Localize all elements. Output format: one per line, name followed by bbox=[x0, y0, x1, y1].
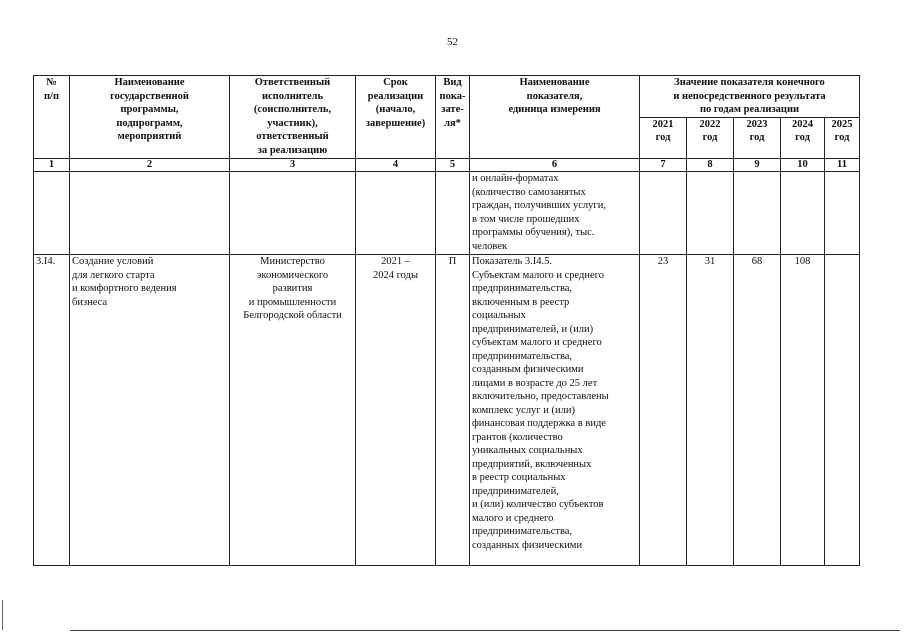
page-number: 52 bbox=[447, 36, 458, 48]
row-value-2022 bbox=[687, 172, 734, 255]
row-value-2023: 68 bbox=[734, 255, 781, 566]
row-program-name: Создание условий для легкого старта и комфортного ведения бизнеса bbox=[70, 255, 230, 566]
row-executor bbox=[230, 172, 356, 255]
header-indicator-name: Наименование показателя, единица измерения bbox=[470, 76, 640, 159]
row-value-2025 bbox=[825, 255, 860, 566]
row-value-2023 bbox=[734, 172, 781, 255]
column-number: 6 bbox=[470, 159, 640, 172]
header-term: Срок реализации (начало, завершение) bbox=[356, 76, 436, 159]
header-num: № п/п bbox=[34, 76, 70, 159]
indicator-table bbox=[33, 75, 860, 566]
row-term bbox=[356, 172, 436, 255]
row-num bbox=[34, 172, 70, 255]
bottom-rule bbox=[70, 630, 900, 631]
column-number: 3 bbox=[230, 159, 356, 172]
header-year-2025: 2025 год bbox=[825, 117, 860, 158]
header-row bbox=[34, 76, 860, 118]
row-indicator-type: П bbox=[436, 255, 470, 566]
header-year-2023: 2023 год bbox=[734, 117, 781, 158]
row-value-2024: 108 bbox=[781, 255, 825, 566]
column-number: 2 bbox=[70, 159, 230, 172]
header-values-group: Значение показателя конечного и непосредственного результата по годам реализации bbox=[640, 76, 860, 118]
row-indicator-text: Показатель 3.I4.5. Субъектам малого и среднего предпринимательства, включенным в реестр социальных предпринимателей, и (или) субъектам малого и среднего предпринимательства, созданным физическими лицами в возрасте до 25 лет включительно, предоставлены комплекс услуг и (или) финансовая поддержка в виде грантов (количество уникальных социальных предприятий, включенных в реестр социальных предпринимателей, и (или) количество субъектов малого и среднего предпринимательства, созданных физическими bbox=[470, 255, 640, 566]
row-indicator-type bbox=[436, 172, 470, 255]
column-number: 7 bbox=[640, 159, 687, 172]
table-row bbox=[34, 172, 860, 255]
column-number: 9 bbox=[734, 159, 781, 172]
header-indicator-type: Вид пока- зате- ля* bbox=[436, 76, 470, 159]
row-value-2025 bbox=[825, 172, 860, 255]
row-value-2024 bbox=[781, 172, 825, 255]
column-number: 8 bbox=[687, 159, 734, 172]
header-executor: Ответственный исполнитель (соисполнитель, участник), ответственный за реализацию bbox=[230, 76, 356, 159]
row-num: 3.I4. bbox=[34, 255, 70, 566]
row-indicator-text: и онлайн-форматах (количество самозанятых граждан, получивших услуги, в том числе прошедших программы обучения), тыс. человек bbox=[470, 172, 640, 255]
table-row bbox=[34, 255, 860, 566]
column-number: 4 bbox=[356, 159, 436, 172]
column-number: 5 bbox=[436, 159, 470, 172]
scan-edge-mark bbox=[2, 600, 3, 630]
row-value-2021: 23 bbox=[640, 255, 687, 566]
row-value-2022: 31 bbox=[687, 255, 734, 566]
header-program-name: Наименование государственной программы, подпрограмм, мероприятий bbox=[70, 76, 230, 159]
column-number: 10 bbox=[781, 159, 825, 172]
column-numbers-row bbox=[34, 159, 860, 172]
header-year-2024: 2024 год bbox=[781, 117, 825, 158]
row-executor: Министерство экономического развития и промышленности Белгородской области bbox=[230, 255, 356, 566]
row-value-2021 bbox=[640, 172, 687, 255]
column-number: 11 bbox=[825, 159, 860, 172]
header-year-2022: 2022 год bbox=[687, 117, 734, 158]
header-year-2021: 2021 год bbox=[640, 117, 687, 158]
row-term: 2021 – 2024 годы bbox=[356, 255, 436, 566]
column-number: 1 bbox=[34, 159, 70, 172]
row-program-name bbox=[70, 172, 230, 255]
